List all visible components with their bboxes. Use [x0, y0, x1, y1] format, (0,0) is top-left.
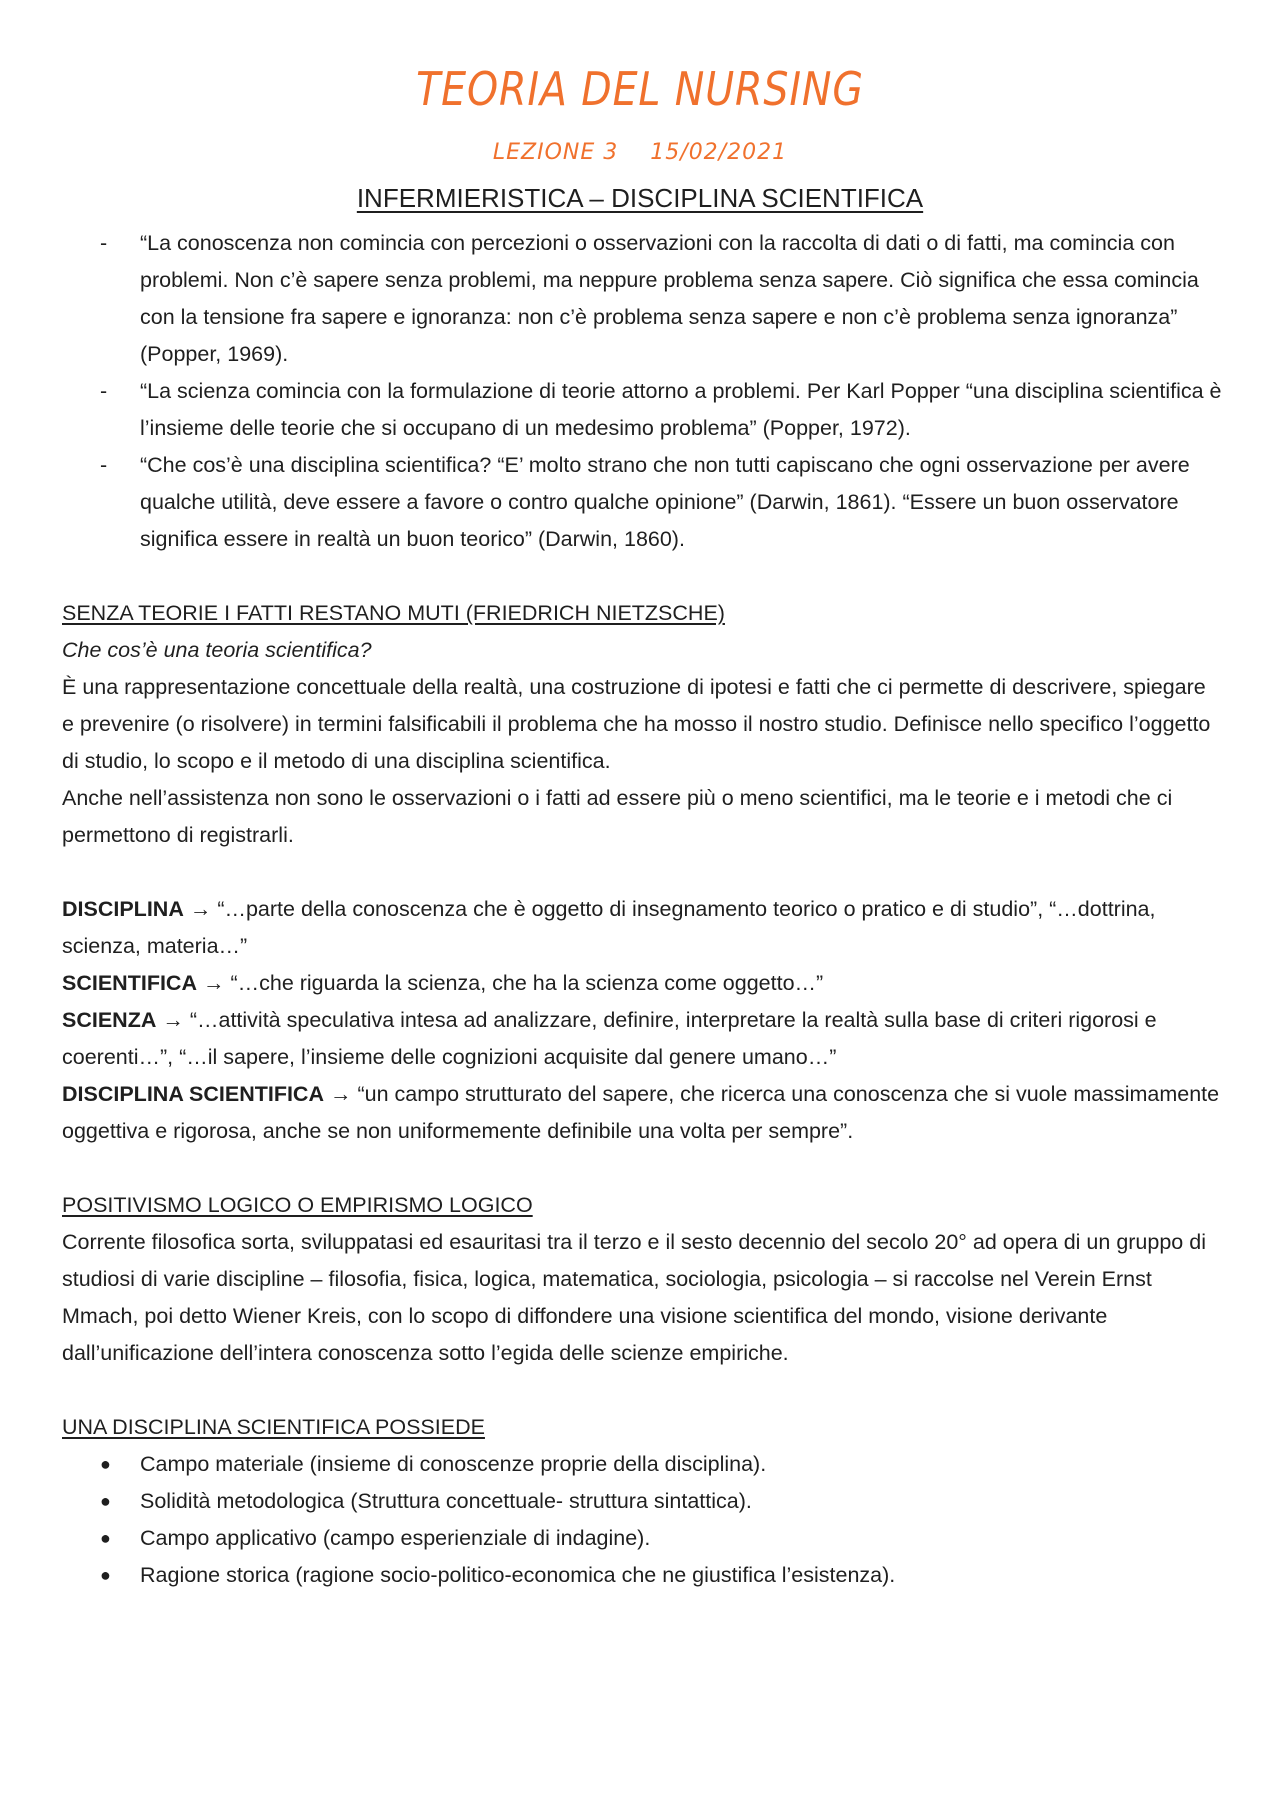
definition-term: DISCIPLINA SCIENTIFICA	[62, 1082, 324, 1106]
section-heading-possesses: UNA DISCIPLINA SCIENTIFICA POSSIEDE	[62, 1415, 485, 1439]
bullet-icon: ●	[100, 1454, 111, 1474]
list-item	[62, 225, 1222, 373]
lesson-date: 15/02/2021	[650, 140, 788, 165]
list-item-text: Campo materiale (insieme di conoscenze proprie della disciplina).	[140, 1452, 767, 1476]
lesson-label: LEZIONE 3	[492, 140, 619, 165]
possesses-list	[62, 1446, 1222, 1594]
list-item	[62, 1557, 1222, 1594]
definition-disciplina	[62, 891, 1222, 965]
arrow-icon: →	[162, 1008, 184, 1032]
list-item	[62, 1520, 1222, 1557]
list-item-text: Ragione storica (ragione socio-politico-economica che ne giustifica l’esistenza).	[140, 1563, 896, 1587]
definition-term: SCIENTIFICA	[62, 971, 197, 995]
definition-text: “…che riguarda la scienza, che ha la scienza come oggetto…”	[230, 971, 824, 995]
main-heading: INFERMIERISTICA – DISCIPLINA SCIENTIFICA	[356, 183, 924, 213]
lesson-subtitle	[0, 140, 1280, 165]
theory-paragraph: Anche nell’assistenza non sono le osservazioni o i fatti ad essere più o meno scientifici, ma le teorie e i metodi che ci permettono di registrarli.	[62, 786, 1173, 847]
dash-marker: -	[100, 231, 108, 255]
arrow-icon: →	[189, 897, 212, 921]
definition-scientifica	[62, 965, 1222, 1002]
bullet-icon: ●	[100, 1528, 111, 1548]
list-item-text: Solidità metodologica (Struttura concettuale- struttura sintattica).	[140, 1489, 752, 1513]
list-item	[62, 1483, 1222, 1520]
definition-text: “…parte della conoscenza che è oggetto di insegnamento teorico o pratico e di studio”, “…dottrina, scienza, materia…”	[62, 897, 1156, 958]
definition-text: “un campo strutturato del sapere, che ricerca una conoscenza che si vuole massimamente oggettiva e rigorosa, anche se non uniformemente definibile una volta per sempre”.	[62, 1082, 1220, 1143]
quotes-list	[62, 225, 1222, 558]
bullet-icon: ●	[100, 1565, 111, 1585]
theory-question: Che cos’è una teoria scientifica?	[62, 638, 372, 662]
dash-marker: -	[100, 453, 108, 477]
list-item	[62, 1446, 1222, 1483]
section-heading-theory: SENZA TEORIE I FATTI RESTANO MUTI (FRIEDRICH NIETZSCHE)	[62, 601, 725, 625]
theory-paragraph: È una rappresentazione concettuale della realtà, una costruzione di ipotesi e fatti che ci permette di descrivere, spiegare e prevenire (o risolvere) in termini falsificabili il problema che ha mosso il nostro studio. Definisce nello specifico l’oggetto di studio, lo scopo e il metodo di una disciplina scientifica.	[62, 675, 1211, 773]
definition-term: DISCIPLINA	[62, 897, 184, 921]
quote-text: “La conoscenza non comincia con percezioni o osservazioni con la raccolta di dati o di fatti, ma comincia con problemi. Non c’è sapere senza problemi, ma neppure problema senza sapere. Ciò significa che essa comincia con la tensione fra sapere e ignoranza: non c’è problema senza sapere e non c’è problema senza ignoranza” (Popper, 1969).	[140, 231, 1199, 366]
dash-marker: -	[100, 379, 108, 403]
definition-text: “…attività speculativa intesa ad analizzare, definire, interpretare la realtà sulla base di criteri rigorosi e coerenti…”, “…il sapere, l’insieme delle cognizioni acquisite dal genere umano…”	[62, 1008, 1157, 1069]
document-title: TEORIA DEL NURSING	[416, 62, 864, 116]
document-body	[62, 225, 1222, 1594]
list-item	[62, 447, 1222, 558]
definition-scienza	[62, 1002, 1222, 1076]
definition-disciplina-scientifica	[62, 1076, 1222, 1150]
definition-term: SCIENZA	[62, 1008, 157, 1032]
quote-text: “La scienza comincia con la formulazione di teorie attorno a problemi. Per Karl Popper “una disciplina scientifica è l’insieme delle teorie che si occupano di un medesimo problema” (Popper, 1972).	[140, 379, 1222, 440]
arrow-icon: →	[329, 1082, 352, 1106]
section-heading-positivism: POSITIVISMO LOGICO O EMPIRISMO LOGICO	[62, 1193, 533, 1217]
list-item	[62, 373, 1222, 447]
arrow-icon: →	[202, 971, 225, 995]
list-item-text: Campo applicativo (campo esperienziale di indagine).	[140, 1526, 651, 1550]
quote-text: “Che cos’è una disciplina scientifica? “E’ molto strano che non tutti capiscano che ogni osservazione per avere qualche utilità, deve essere a favore o contro qualche opinione” (Darwin, 1861). “Essere un buon osservatore significa essere in realtà un buon teorico” (Darwin, 1860).	[140, 453, 1190, 551]
bullet-icon: ●	[100, 1491, 111, 1511]
positivism-paragraph: Corrente filosofica sorta, sviluppatasi ed esauritasi tra il terzo e il sesto decennio del secolo 20° ad opera di un gruppo di studiosi di varie discipline – filosofia, fisica, logica, matematica, sociologia, psicologia – si raccolse nel Verein Ernst Mmach, poi detto Wiener Kreis, con lo scopo di diffondere una visione scientifica del mondo, visione derivante dall’unificazione dell’intera conoscenza sotto l’egida delle scienze empiriche.	[62, 1230, 1206, 1365]
